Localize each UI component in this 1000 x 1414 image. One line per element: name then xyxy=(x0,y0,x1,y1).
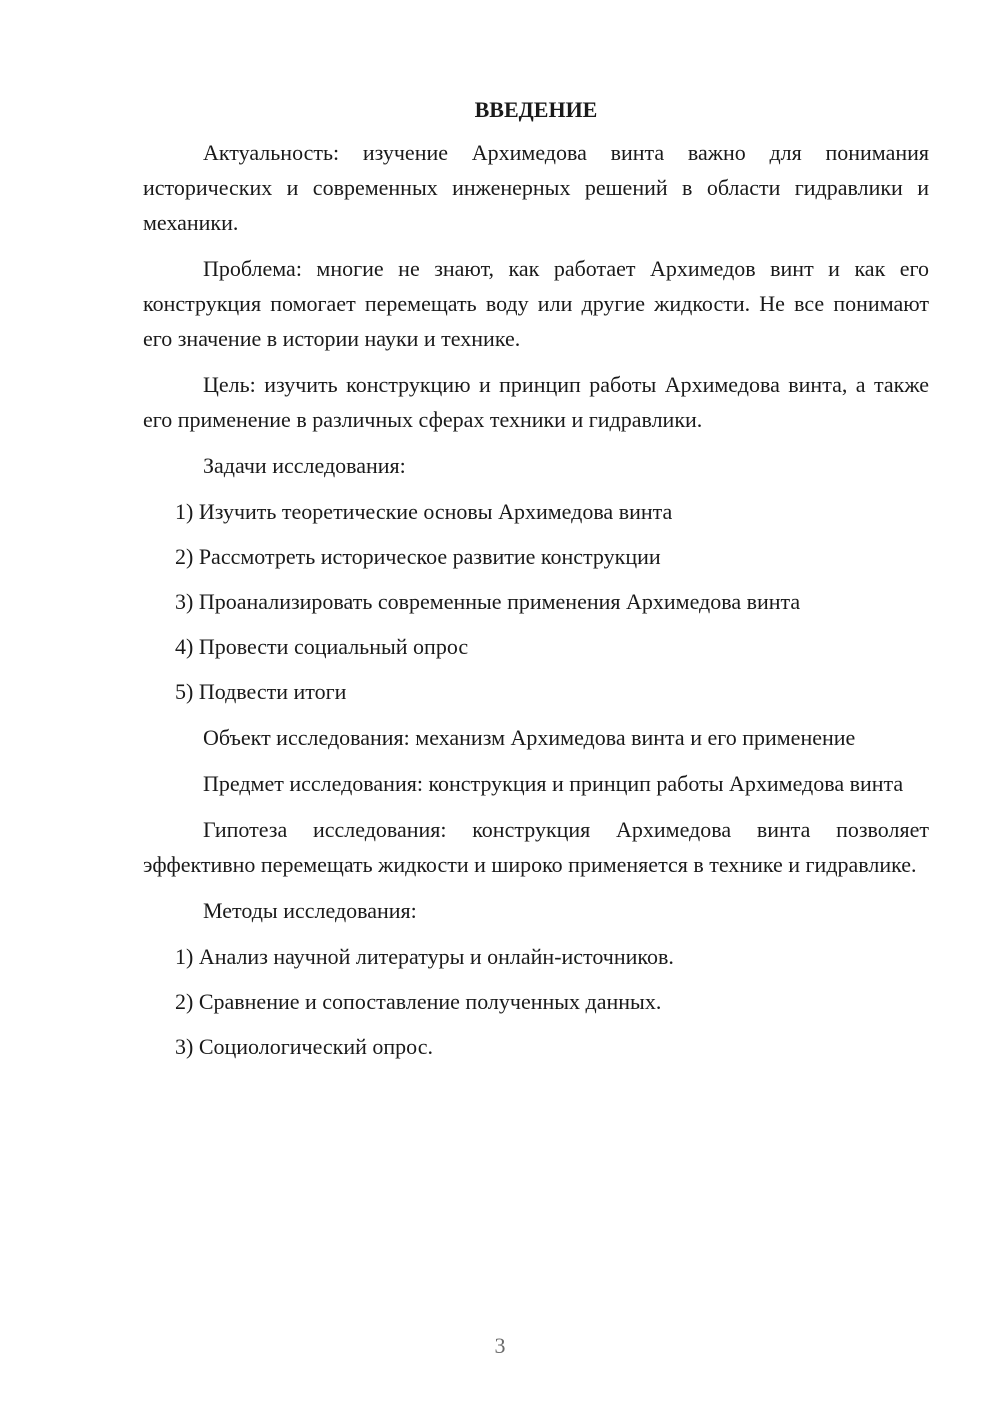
problem-paragraph: Проблема: многие не знают, как работает Архимедов винт и как его конструкция помогает перемещать воду или другие жидкости. Не все понимают его значение в истории науки и технике. xyxy=(143,256,929,351)
methods-list xyxy=(143,939,929,1064)
page-title: ВВЕДЕНИЕ xyxy=(474,97,598,122)
task-item: 4) Провести социальный опрос xyxy=(175,634,469,659)
method-item: 2) Сравнение и сопоставление полученных данных. xyxy=(175,989,662,1014)
subject-paragraph: Предмет исследования: конструкция и принцип работы Архимедова винта xyxy=(203,771,904,796)
task-item: 5) Подвести итоги xyxy=(175,679,347,704)
object-paragraph: Объект исследования: механизм Архимедова винта и его применение xyxy=(203,725,856,750)
tasks-list xyxy=(143,494,929,709)
relevance-paragraph: Актуальность: изучение Архимедова винта важно для понимания исторических и современных инженерных решений в области гидравлики и механики. xyxy=(143,140,929,235)
page-content xyxy=(143,96,929,1074)
tasks-heading: Задачи исследования: xyxy=(203,453,406,478)
page-number: 3 xyxy=(494,1333,506,1358)
goal-paragraph: Цель: изучить конструкцию и принцип работы Архимедова винта, а также его применение в различных сферах техники и гидравлики. xyxy=(143,372,929,432)
task-item: 3) Проанализировать современные применения Архимедова винта xyxy=(175,589,801,614)
method-item: 1) Анализ научной литературы и онлайн-источников. xyxy=(175,944,674,969)
task-item: 2) Рассмотреть историческое развитие конструкции xyxy=(175,544,661,569)
method-item: 3) Социологический опрос. xyxy=(175,1034,433,1059)
hypothesis-paragraph: Гипотеза исследования: конструкция Архимедова винта позволяет эффективно перемещать жидкости и широко применяется в технике и гидравлике. xyxy=(143,817,929,877)
task-item: 1) Изучить теоретические основы Архимедова винта xyxy=(175,499,673,524)
methods-heading: Методы исследования: xyxy=(203,898,417,923)
